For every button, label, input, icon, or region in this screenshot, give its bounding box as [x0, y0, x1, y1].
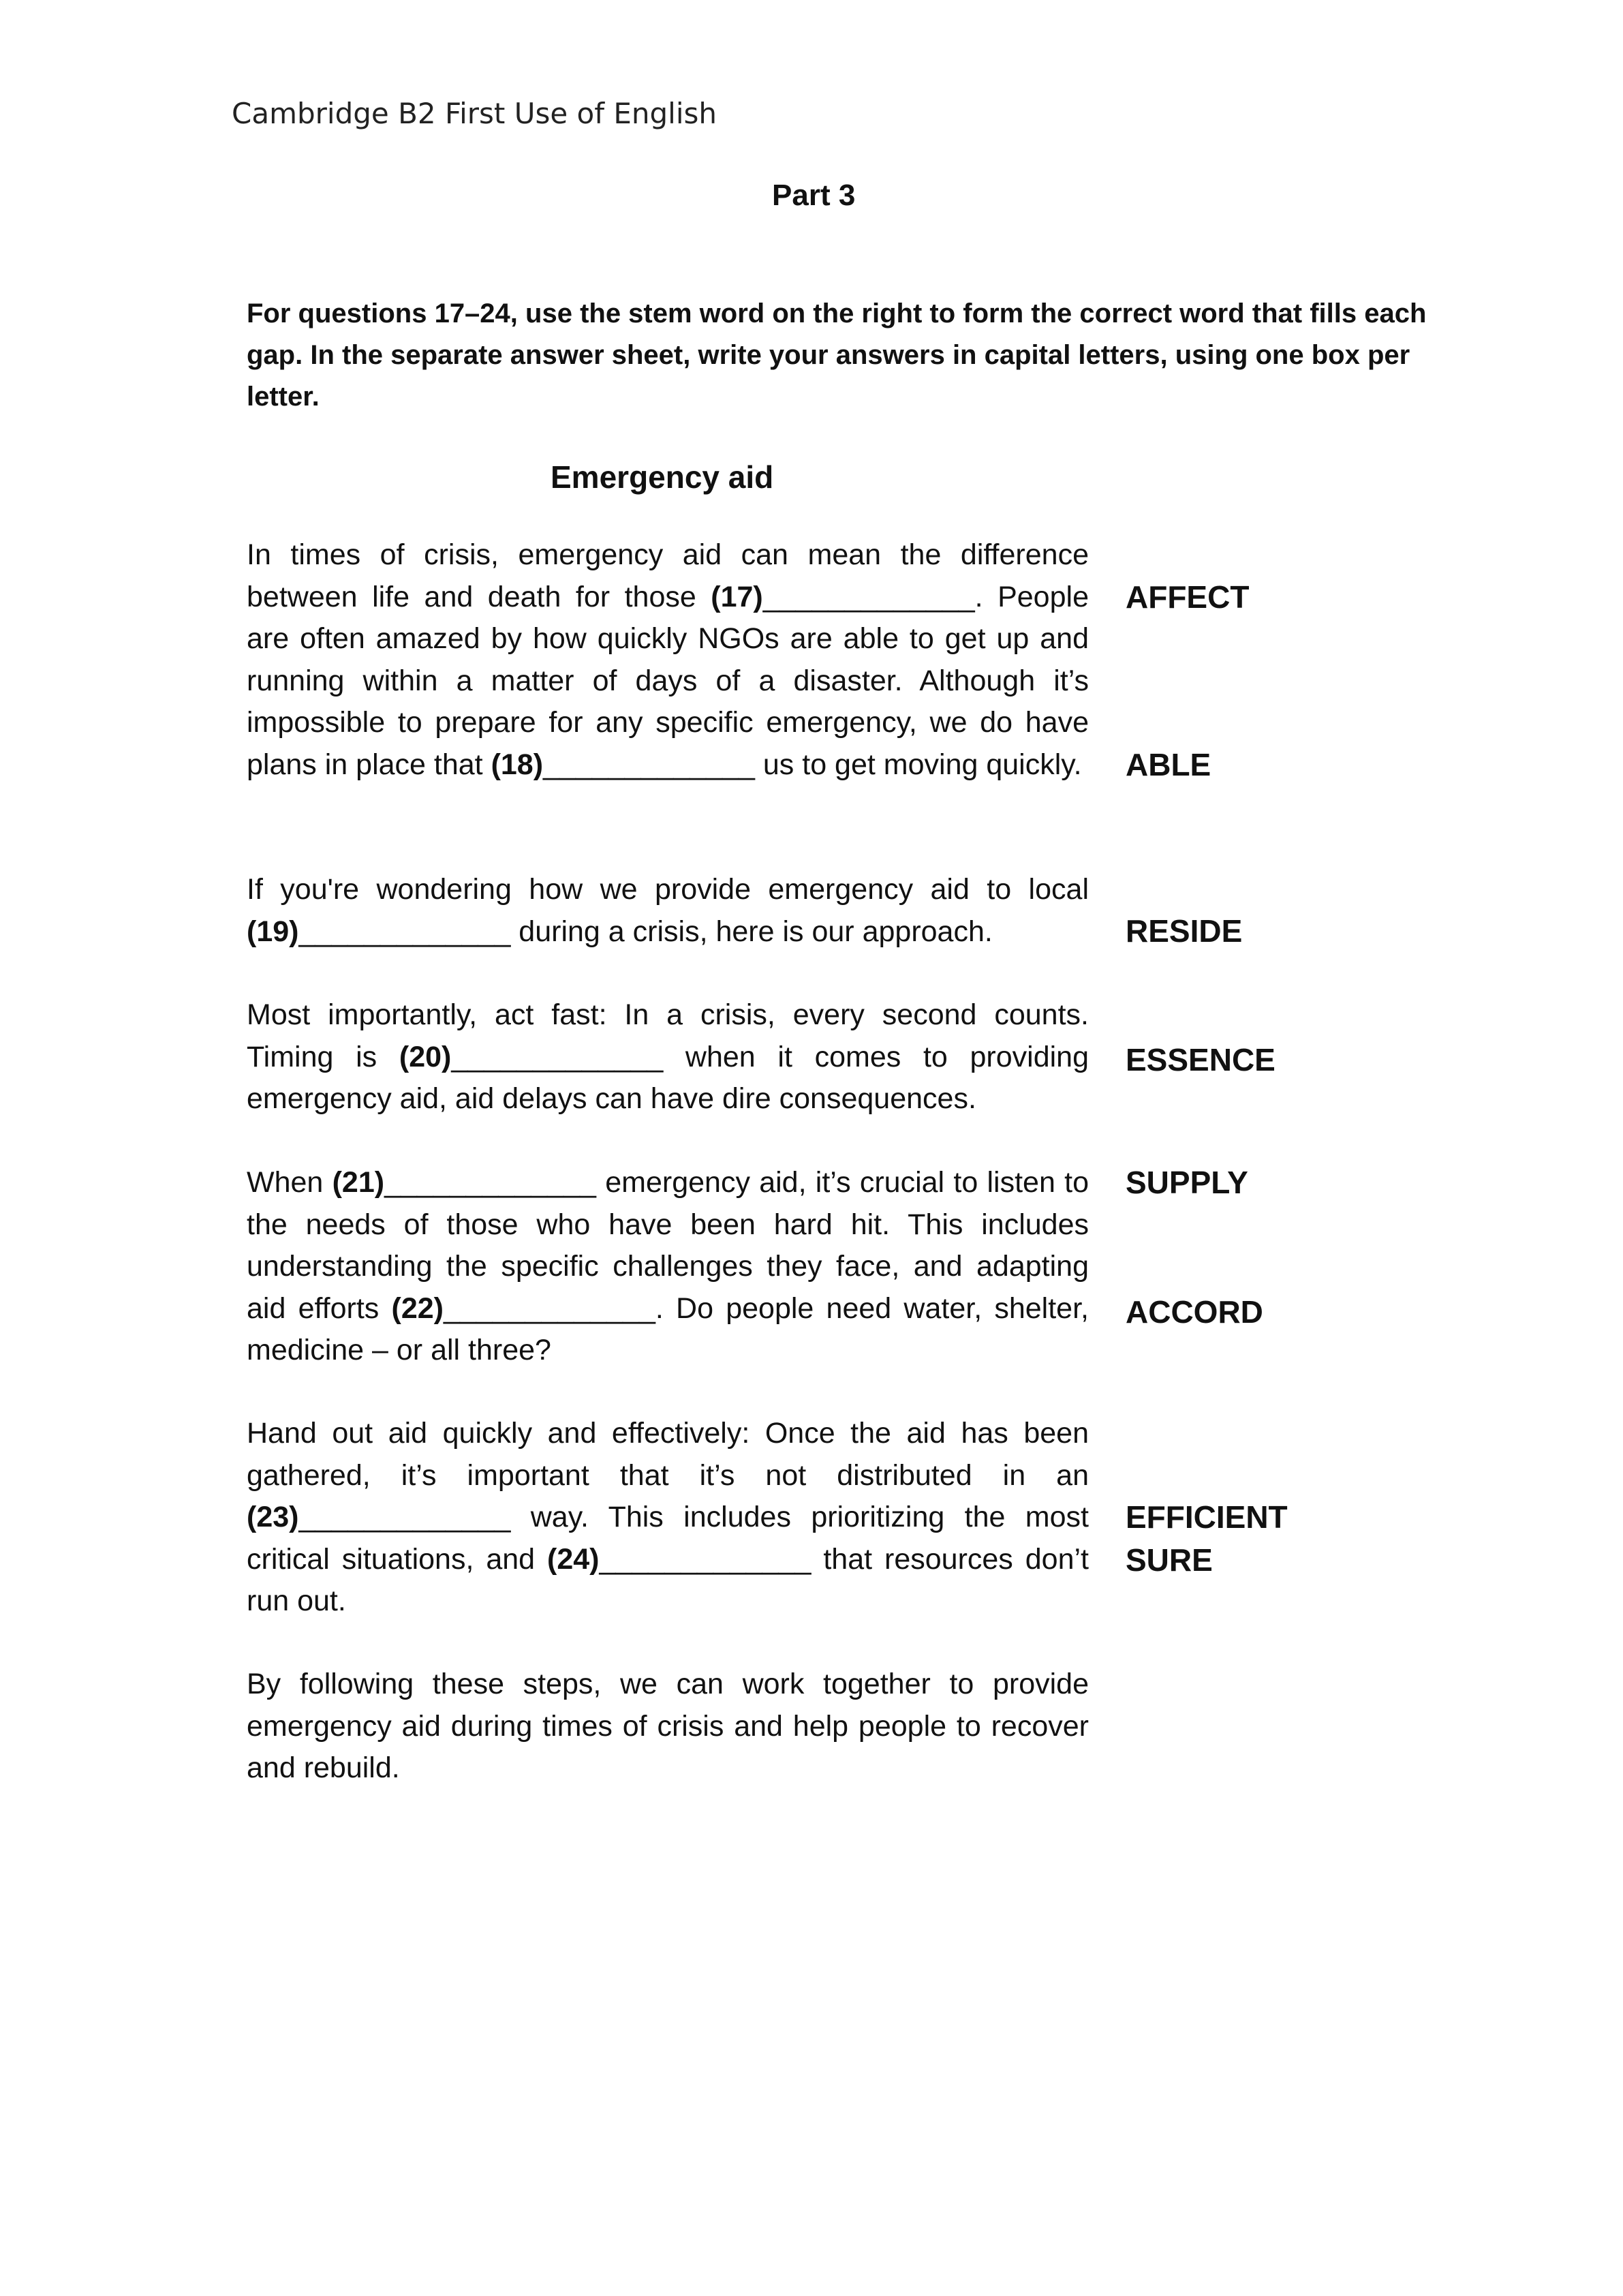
- gap-20-number: (20): [399, 1040, 452, 1073]
- paragraph-text: By following these steps, we can work together to provide emergency aid during times of crisis and help people to recover and rebuild.: [247, 1668, 1089, 1784]
- stem-word-18: ABLE: [1126, 747, 1211, 782]
- gap-22-blank: _____________: [443, 1291, 655, 1325]
- paragraph-text: emergency aid, it’s crucial to listen to the needs of those who have been hard hit. This includes understanding the specific challenges they face, and adapting aid efforts: [247, 1166, 1089, 1325]
- stem-word-19: RESIDE: [1126, 913, 1243, 949]
- instructions: For questions 17–24, use the stem word on the right to form the correct word that fills each gap. In the separate answer sheet, write your answers in capital letters, using one box per letter.: [247, 299, 1427, 412]
- stem-word-23: EFFICIENT: [1126, 1499, 1288, 1535]
- paragraph-text: during a crisis, here is our approach.: [510, 915, 993, 948]
- text-title: Emergency aid: [551, 459, 774, 495]
- paragraph-6: [247, 1664, 1089, 1790]
- gap-20-blank: _____________: [451, 1040, 664, 1073]
- paragraph-text: . People are often amazed by how quickly NGOs are able to get up and running within a matter of days of a disaster. Although it’s impossible to prepare for any specific emergency, we do have plans in place that: [247, 580, 1089, 781]
- gap-24-number: (24): [547, 1542, 600, 1576]
- paragraph-text: In times of crisis, emergency aid can mean the difference between life and death for those: [247, 538, 1089, 613]
- paragraph-3: [247, 994, 1089, 1120]
- gap-21-number: (21): [332, 1166, 385, 1199]
- gap-23-number: (23): [247, 1501, 299, 1533]
- stem-word-24: SURE: [1126, 1542, 1213, 1578]
- gap-21-blank: _____________: [384, 1166, 596, 1199]
- paragraph-text: us to get moving quickly.: [754, 748, 1082, 781]
- stem-word-20: ESSENCE: [1126, 1042, 1276, 1077]
- gap-19-number: (19): [247, 915, 299, 948]
- stem-word-22: ACCORD: [1126, 1294, 1263, 1330]
- gap-24-blank: _____________: [599, 1542, 812, 1576]
- stem-word-21: SUPPLY: [1126, 1165, 1248, 1200]
- gap-23-blank: _____________: [298, 1501, 511, 1533]
- paragraph-1: [247, 534, 1089, 786]
- paragraph-5: [247, 1413, 1089, 1623]
- part-title: Part 3: [772, 179, 856, 212]
- paragraph-text: way. This includes prioritizing the most critical situations, and: [247, 1501, 1089, 1576]
- paragraph-text: If you're wondering how we provide emergency aid to local: [247, 873, 1089, 906]
- paragraph-text: that resources don’t run out.: [247, 1542, 1089, 1617]
- paragraph-2: [247, 869, 1089, 953]
- gap-18-blank: _____________: [543, 748, 755, 781]
- paragraph-text: when it comes to providing emergency aid, aid delays can have dire consequences.: [247, 1040, 1089, 1115]
- gap-18-number: (18): [491, 748, 544, 781]
- paragraph-4: [247, 1162, 1089, 1372]
- gap-22-number: (22): [391, 1291, 444, 1325]
- document-header: Cambridge B2 First Use of English: [232, 97, 717, 130]
- stem-word-17: AFFECT: [1126, 579, 1250, 615]
- paragraph-text: Most importantly, act fast: In a crisis, every second counts. Timing is: [247, 998, 1089, 1073]
- paragraph-text: When: [247, 1166, 333, 1199]
- gap-17-number: (17): [711, 580, 763, 613]
- paragraph-text: . Do people need water, shelter, medicine – or all three?: [247, 1291, 1089, 1366]
- gap-19-blank: _____________: [298, 915, 511, 948]
- paragraph-text: Hand out aid quickly and effectively: Once the aid has been gathered, it’s important that it’s not distributed in an: [247, 1417, 1089, 1492]
- gap-17-blank: _____________: [762, 580, 975, 613]
